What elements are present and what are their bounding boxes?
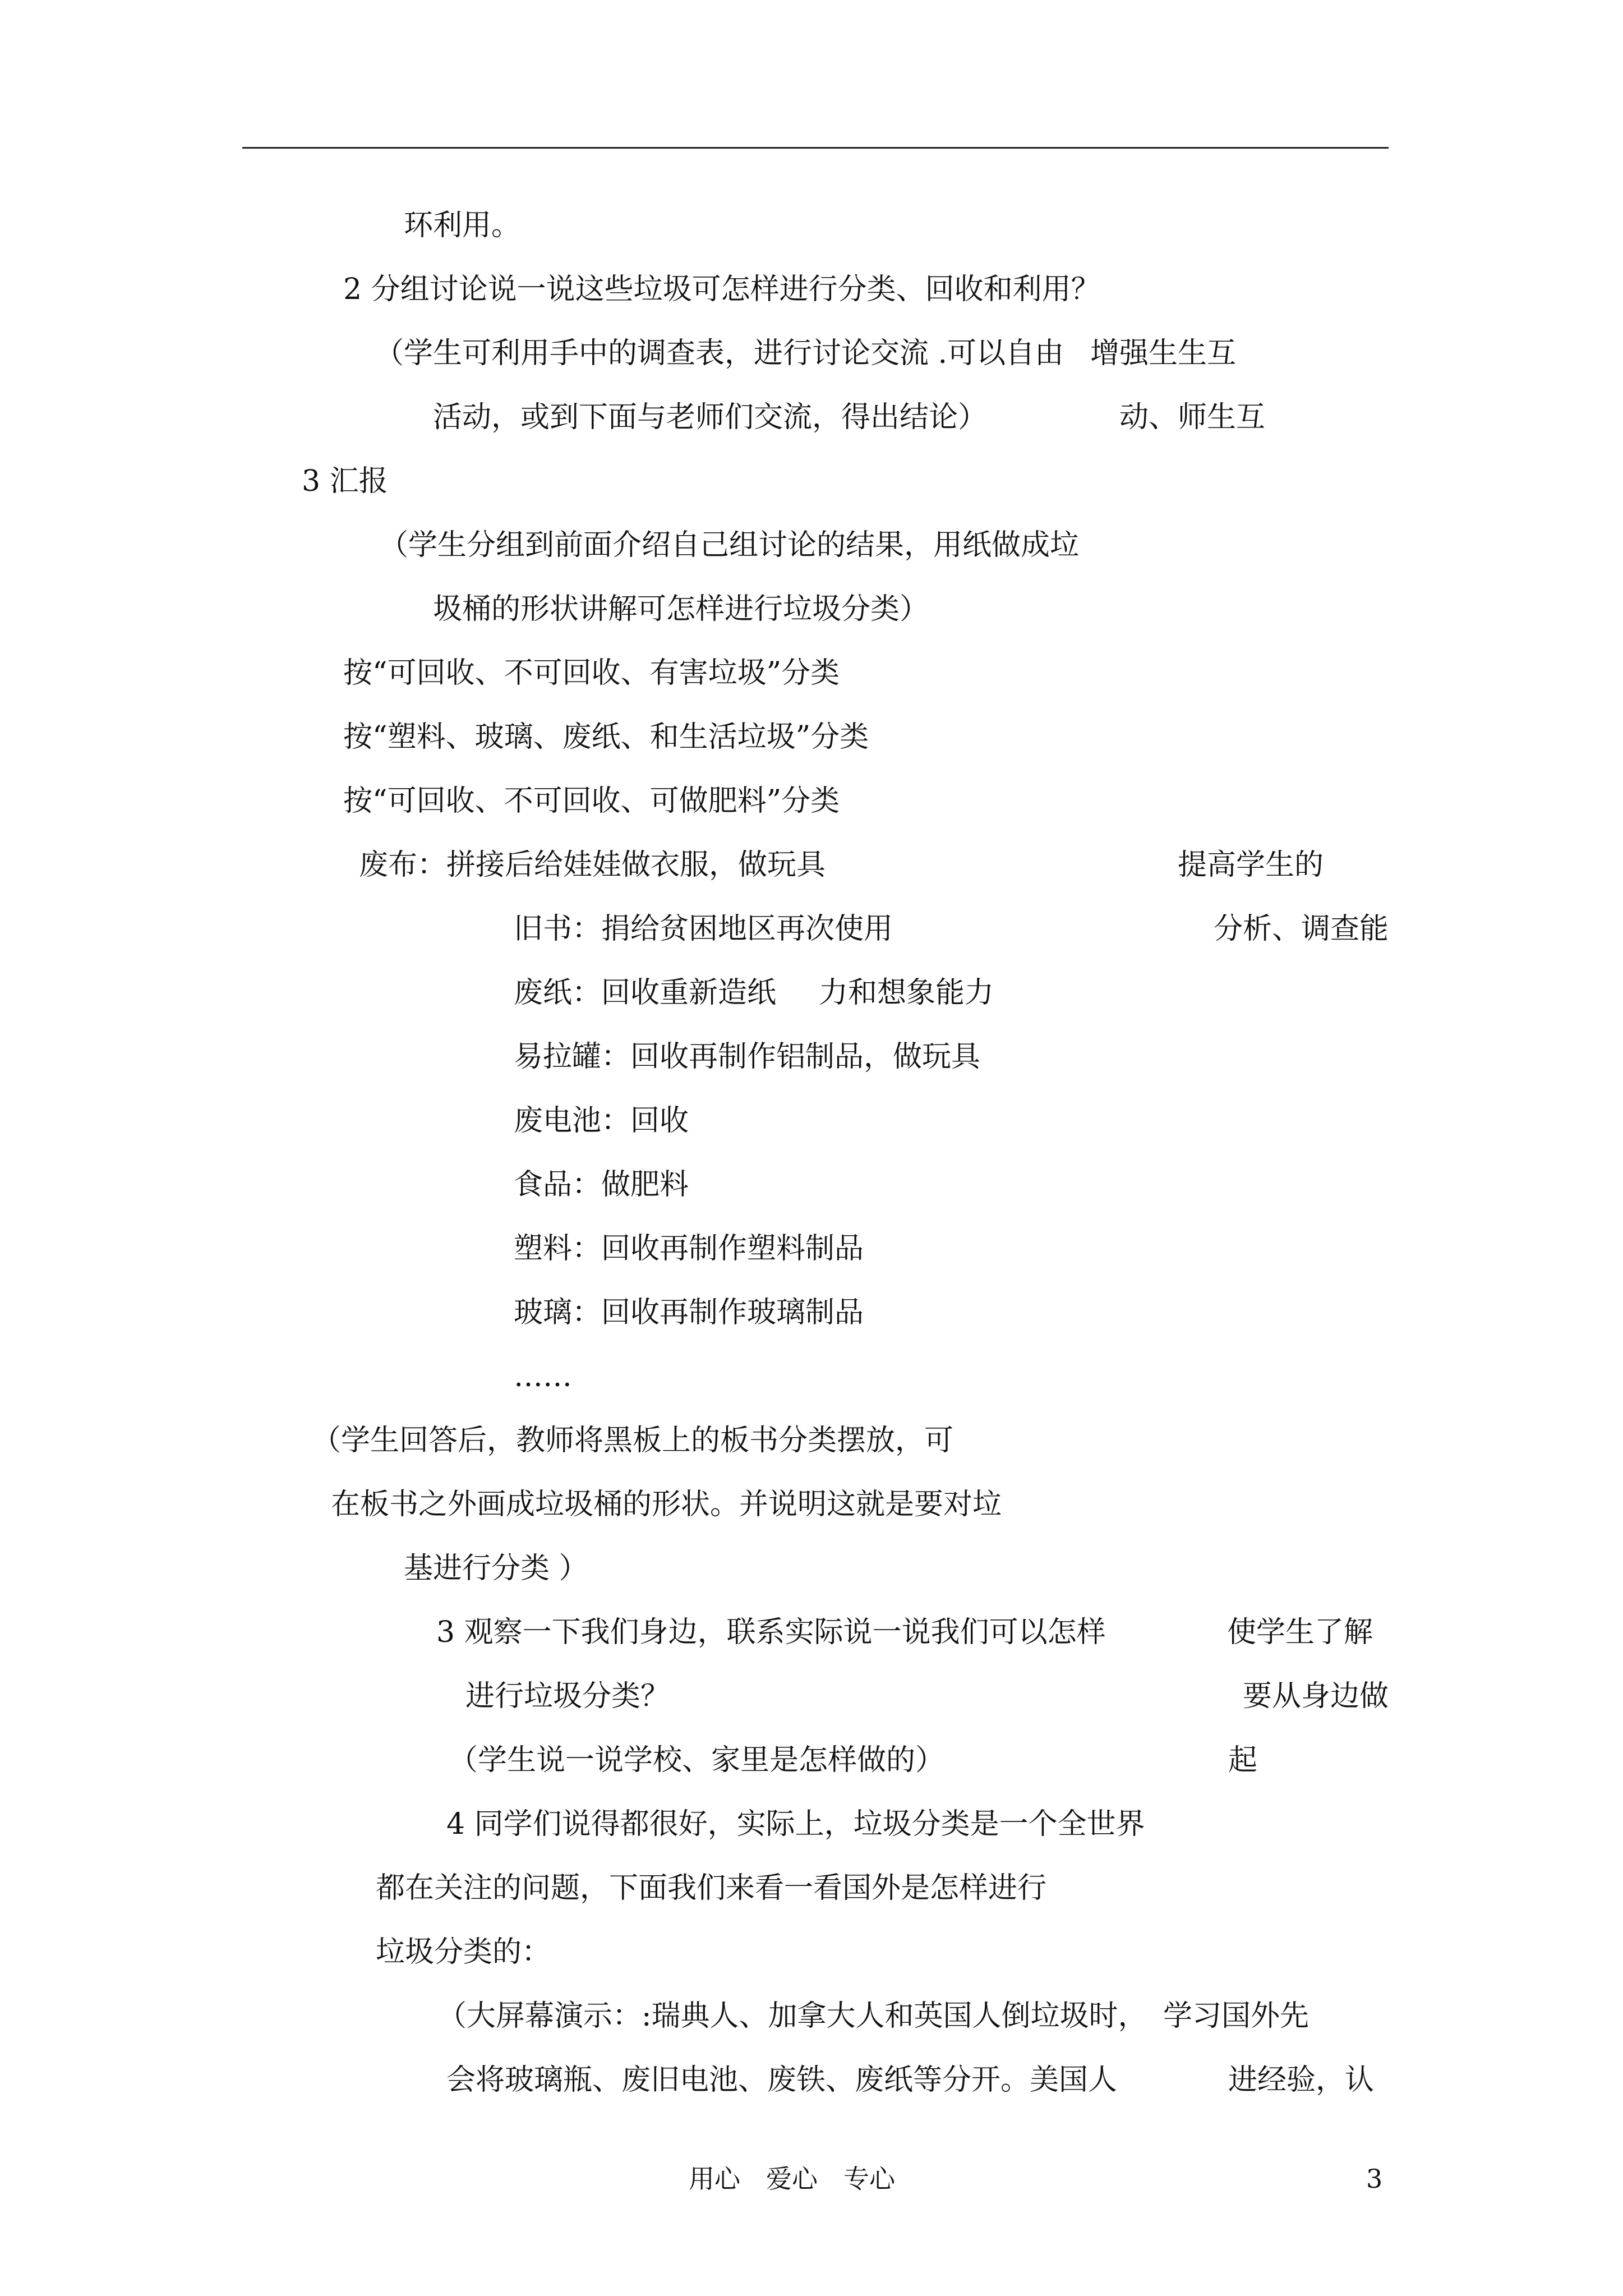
text-line: 按“可回收、不可回收、可做肥料”分类 (343, 784, 840, 818)
text-line: （学生分组到前面介绍自己组讨论的结果，用纸做成垃 (379, 528, 1080, 562)
text-line: 按“可回收、不可回收、有害垃圾”分类 (343, 656, 840, 690)
list-item: 废纸：回收重新造纸 (514, 976, 777, 1010)
list-item: 废布：拼接后给娃娃做衣服，做玩具 (359, 848, 826, 882)
margin-note: 起 (1228, 1743, 1258, 1777)
list-item: 易拉罐：回收再制作铝制品，做玩具 (514, 1040, 981, 1074)
margin-note: 学习国外先 (1163, 1999, 1310, 2033)
page-number: 3 (1366, 2164, 1383, 2194)
list-item: 废电池：回收 (514, 1104, 689, 1138)
list-item: 玻璃：回收再制作玻璃制品 (514, 1296, 864, 1329)
text-line: （学生回答后，教师将黑板上的板书分类摆放，可 (312, 1424, 954, 1457)
margin-note: 动、师生互 (1119, 401, 1266, 434)
text-line: 垃圾分类的： (376, 1935, 551, 1969)
margin-note: 要从身边做 (1243, 1680, 1389, 1713)
list-item: 旧书：捐给贫困地区再次使用 (514, 912, 893, 946)
text-line: 环利用。 (404, 209, 521, 242)
footer-motto: 用心 爱心 专心 (689, 2164, 895, 2194)
text-line: 进行垃圾分类？ (465, 1680, 670, 1713)
ellipsis: …… (514, 1360, 572, 1393)
text-line: 活动，或到下面与老师们交流，得出结论） (433, 401, 988, 434)
text-line: 基进行分类 ） (404, 1552, 588, 1585)
margin-note: 增强生生互 (1090, 337, 1237, 370)
text-line: 在板书之外画成垃圾桶的形状。并说明这就是要对垃 (331, 1488, 1002, 1521)
text-line: 2 分组讨论说一说这些垃圾可怎样进行分类、回收和利用？ (343, 273, 1100, 306)
text-line: 圾桶的形状讲解可怎样进行垃圾分类） (433, 592, 929, 626)
margin-note: 分析、调查能 (1214, 912, 1389, 946)
margin-note: 提高学生的 (1178, 848, 1324, 882)
margin-note: 力和想象能力 (819, 976, 994, 1010)
text-line: 按“塑料、玻璃、废纸、和生活垃圾”分类 (343, 720, 869, 754)
text-line: 3 观察一下我们身边，联系实际说一说我们可以怎样 (436, 1616, 1106, 1649)
list-item: 塑料：回收再制作塑料制品 (514, 1232, 864, 1266)
header-rule (242, 147, 1389, 149)
list-item: 食品：做肥料 (514, 1168, 689, 1202)
text-line: （学生说一说学校、家里是怎样做的） (449, 1743, 945, 1777)
text-line: 会将玻璃瓶、废旧电池、废铁、废纸等分开。美国人 (446, 2063, 1118, 2097)
margin-note: 使学生了解 (1227, 1616, 1373, 1649)
section-heading: 3 汇报 (302, 464, 388, 498)
text-line: （大屏幕演示：:瑞典人、加拿大人和英国人倒垃圾时， (437, 1999, 1147, 2033)
margin-note: 进经验，认 (1228, 2063, 1375, 2097)
text-line: 都在关注的问题，下面我们来看一看国外是怎样进行 (376, 1871, 1047, 1905)
text-line: （学生可利用手中的调查表，进行讨论交流 .可以自由 (375, 337, 1064, 370)
text-line: 4 同学们说得都很好，实际上，垃圾分类是一个全世界 (446, 1807, 1145, 1841)
